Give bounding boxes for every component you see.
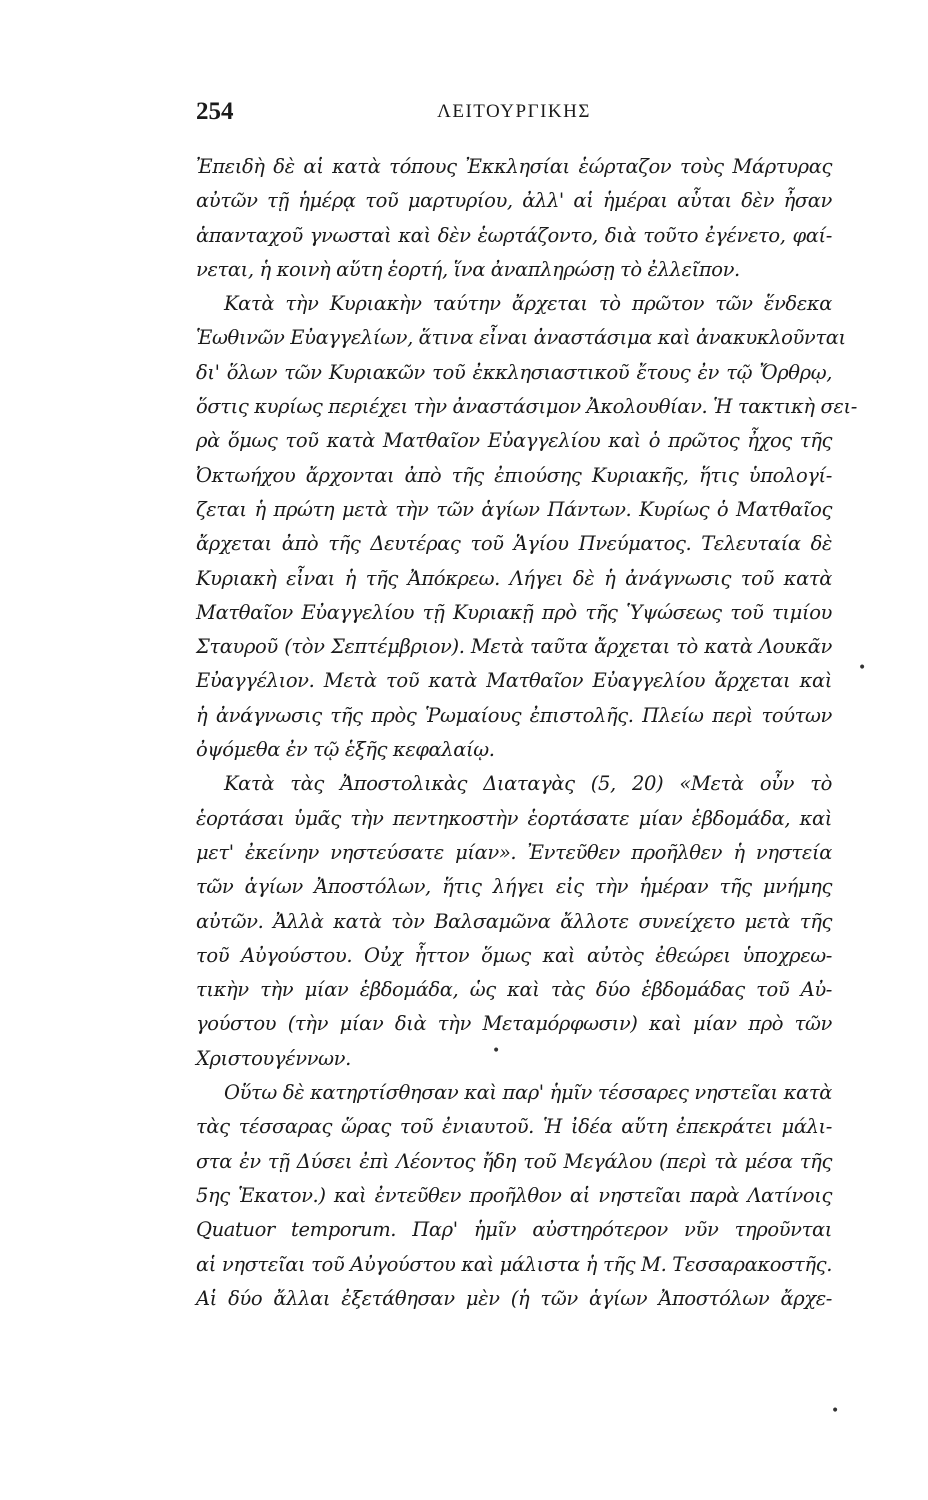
text-line: ὅστις κυρίως περιέχει τὴν ἀναστάσιμον Ἀκολουθίαν. Ἡ τακτικὴ σει- <box>196 395 857 419</box>
text-line: γούστου (τὴν μίαν διὰ τὴν Μεταμόρφωσιν) καὶ μίαν πρὸ τῶν <box>196 1012 832 1036</box>
text-line: Ἑωθινῶν Εὐαγγελίων, ἅτινα εἶναι ἀναστάσιμα καὶ ἀνακυκλοῦνται <box>196 326 846 350</box>
text-line: τοῦ Αὐγούστου. Οὐχ ἧττον ὅμως καὶ αὐτὸς ἐθεώρει ὑποχρεω- <box>196 943 832 967</box>
text-line: Οὕτω δὲ κατηρτίσθησαν καὶ παρ' ἡμῖν τέσσαρες νηστεῖαι κατὰ <box>224 1081 832 1105</box>
text-line: 5ης Ἑκατον.) καὶ ἐντεῦθεν προῆλθον αἱ νηστεῖαι παρὰ Λατίνοις <box>196 1183 832 1207</box>
page-number: 254 <box>196 98 234 125</box>
text-line: Σταυροῦ (τὸν Σεπτέμβριον). Μετὰ ταῦτα ἄρχεται τὸ κατὰ Λουκᾶν <box>196 635 832 659</box>
text-line: Ὀκτωήχου ἄρχονται ἀπὸ τῆς ἐπιούσης Κυριακῆς, ἥτις ὑπολογί- <box>196 463 832 487</box>
text-line: τὰς τέσσαρας ὥρας τοῦ ἐνιαυτοῦ. Ἡ ἰδέα αὕτη ἐπεκράτει μάλι- <box>196 1115 832 1139</box>
text-line: ἄρχεται ἀπὸ τῆς Δευτέρας τοῦ Ἁγίου Πνεύματος. Τελευταία δὲ <box>196 532 832 556</box>
text-line: ὀψόμεθα ἐν τῷ ἑξῆς κεφαλαίῳ. <box>196 738 495 762</box>
text-line: αὐτῶν. Ἀλλὰ κατὰ τὸν Βαλσαμῶνα ἄλλοτε συνείχετο μετὰ τῆς <box>196 909 832 933</box>
text-line: Ἐπειδὴ δὲ αἱ κατὰ τόπους Ἐκκλησίαι ἑώρταζον τοὺς Μάρτυρας <box>196 155 832 178</box>
text-line: τικὴν τὴν μίαν ἑβδομάδα, ὡς καὶ τὰς δύο ἑβδομάδας τοῦ Αὐ- <box>196 978 832 1002</box>
text-line: ζεται ἡ πρώτη μετὰ τὴν τῶν ἁγίων Πάντων. Κυρίως ὁ Ματθαῖος <box>196 497 832 521</box>
text-line: ἑορτάσαι ὑμᾶς τὴν πεντηκοστὴν ἑορτάσατε μίαν ἑβδομάδα, καὶ <box>196 806 832 830</box>
text-line: ἡ ἀνάγνωσις τῆς πρὸς Ῥωμαίους ἐπιστολῆς. Πλείω περὶ τούτων <box>196 703 832 727</box>
page-header <box>196 98 832 138</box>
text-line: Ματθαῖον Εὐαγγελίου τῇ Κυριακῇ πρὸ τῆς Ὑψώσεως τοῦ τιμίου <box>196 600 832 624</box>
text-line: Κατὰ τὰς Ἀποστολικὰς Διαταγὰς (5, 20) «Μετὰ οὖν τὸ <box>224 772 832 796</box>
stray-mark: • <box>831 1403 840 1419</box>
text-line: στα ἐν τῇ Δύσει ἐπὶ Λέοντος ἤδη τοῦ Μεγάλου (περὶ τὰ μέσα τῆς <box>196 1149 832 1173</box>
text-line: δι' ὅλων τῶν Κυριακῶν τοῦ ἐκκλησιαστικοῦ ἔτους ἐν τῷ Ὄρθρῳ, <box>196 360 832 384</box>
stray-mark: • <box>492 1043 501 1059</box>
text-line: νεται, ἡ κοινὴ αὕτη ἑορτή, ἵνα ἀναπληρώσῃ τὸ ἐλλεῖπον. <box>196 257 740 281</box>
text-line: ρὰ ὅμως τοῦ κατὰ Ματθαῖον Εὐαγγελίου καὶ ὁ πρῶτος ἦχος τῆς <box>196 429 832 453</box>
text-line: ἁπανταχοῦ γνωσταὶ καὶ δὲν ἑωρτάζοντο, διὰ τοῦτο ἐγένετο, φαί- <box>196 223 832 247</box>
running-head: ΛΕΙΤΟΥΡΓΙΚΗΣ <box>437 101 591 122</box>
text-line: Κατὰ τὴν Κυριακὴν ταύτην ἄρχεται τὸ πρῶτον τῶν ἕνδεκα <box>224 292 832 316</box>
stray-mark: • <box>858 660 867 676</box>
text-line: Quatuor temporum. Παρ' ἡμῖν αὐστηρότερον νῦν τηροῦνται <box>196 1218 832 1242</box>
text-line: μετ' ἐκείνην νηστεύσατε μίαν». Ἐντεῦθεν προῆλθεν ἡ νηστεία <box>196 840 832 864</box>
text-line: τῶν ἁγίων Ἀποστόλων, ἥτις λήγει εἰς τὴν ἡμέραν τῆς μνήμης <box>196 875 832 899</box>
text-line: Κυριακὴ εἶναι ἡ τῆς Ἀπόκρεω. Λήγει δὲ ἡ ἀνάγνωσις τοῦ κατὰ <box>196 566 832 590</box>
text-line: αἱ νηστεῖαι τοῦ Αὐγούστου καὶ μάλιστα ἡ τῆς Μ. Τεσσαρακοστῆς. <box>196 1252 832 1276</box>
body-text <box>196 150 857 1316</box>
text-line: Χριστουγέννων. <box>196 1046 351 1070</box>
text-line: αὐτῶν τῇ ἡμέρᾳ τοῦ μαρτυρίου, ἀλλ' αἱ ἡμέραι αὗται δὲν ἦσαν <box>196 189 832 213</box>
text-line: Αἱ δύο ἄλλαι ἐξετάθησαν μὲν (ἡ τῶν ἁγίων Ἀποστόλων ἄρχε- <box>196 1286 832 1310</box>
text-line: Εὐαγγέλιον. Μετὰ τοῦ κατὰ Ματθαῖον Εὐαγγελίου ἄρχεται καὶ <box>196 669 832 693</box>
